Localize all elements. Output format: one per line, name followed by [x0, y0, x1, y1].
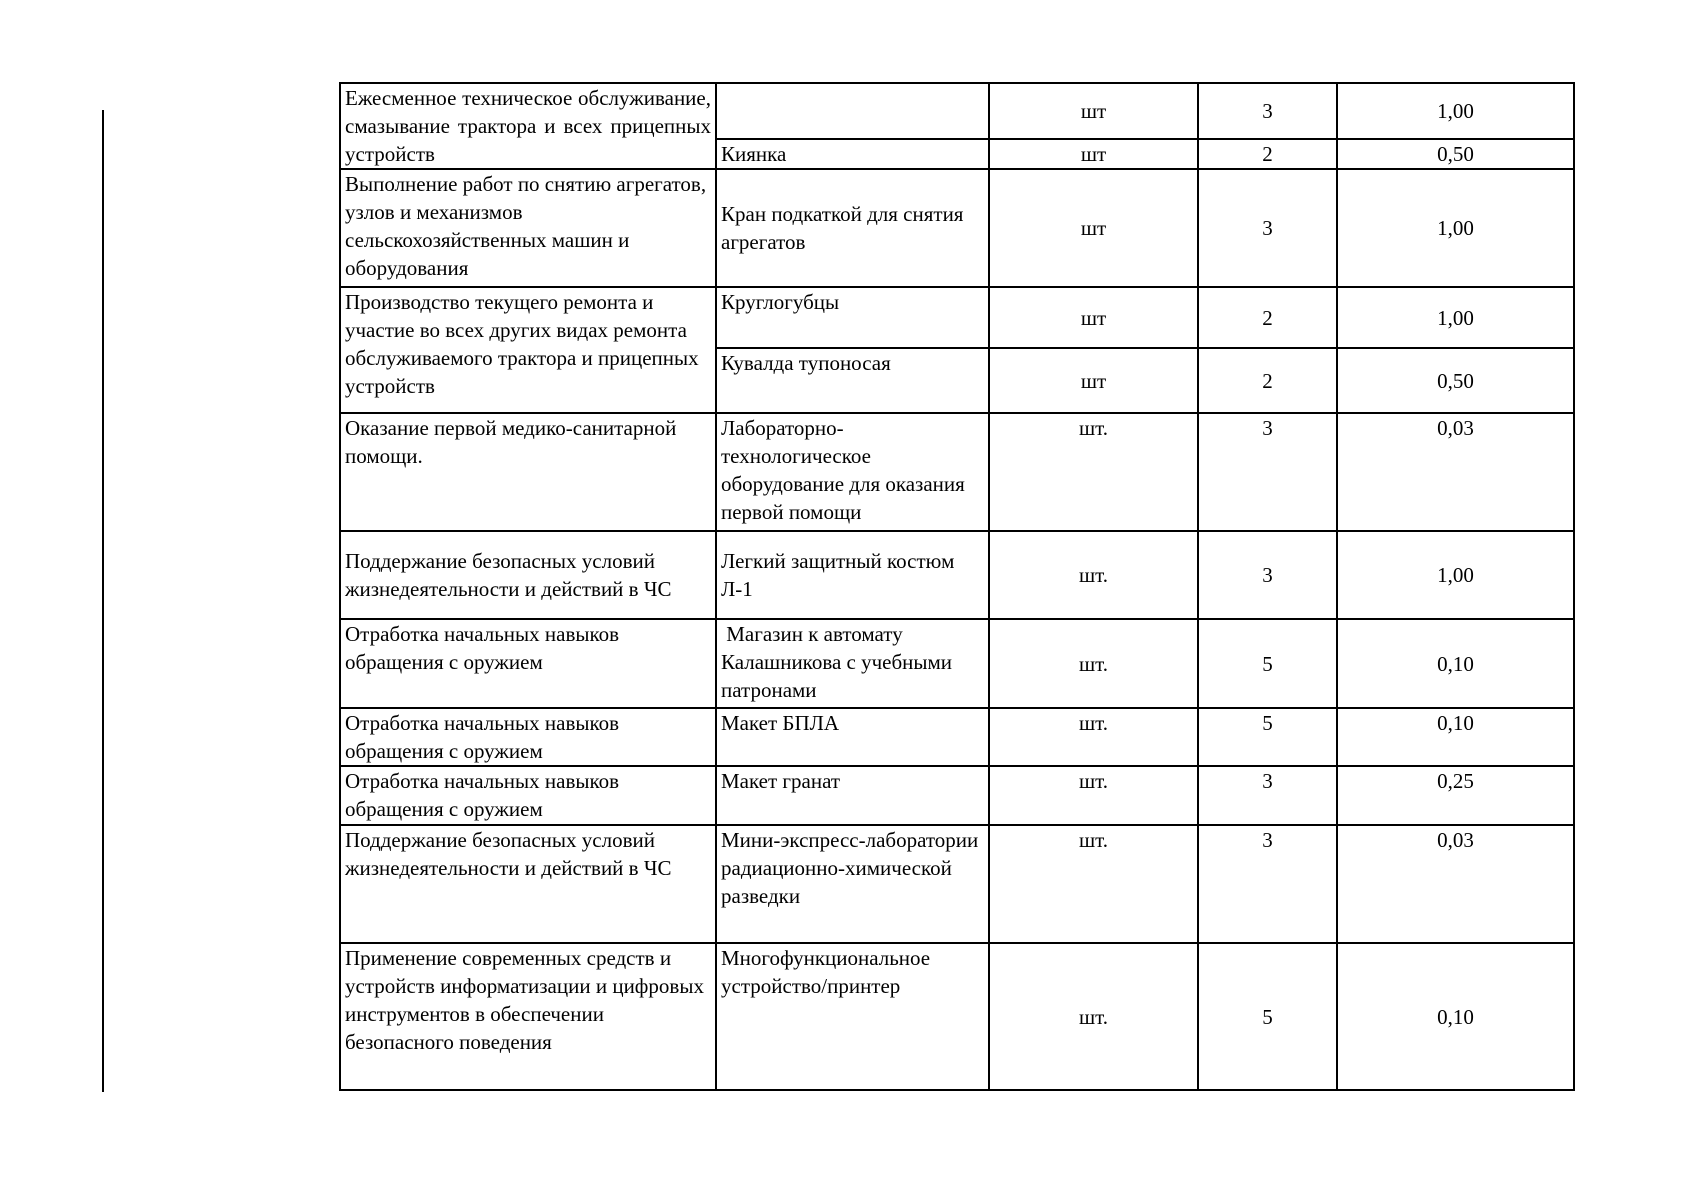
unit-cell: шт [989, 348, 1198, 413]
unit-cell: шт [989, 169, 1198, 287]
qty-cell: 2 [1198, 348, 1337, 413]
qty-cell: 3 [1198, 413, 1337, 531]
unit-cell: шт. [989, 531, 1198, 619]
table-row [340, 531, 1574, 619]
work-cell: Производство текущего ремонта и участие во всех других видах ремонта обслуживаемого трактора и прицепных устройств [340, 287, 716, 413]
equipment-cell [716, 83, 989, 139]
qty-cell: 5 [1198, 619, 1337, 708]
equipment-cell: Кран подкаткой для снятия агрегатов [716, 169, 989, 287]
table-row [340, 825, 1574, 943]
qty-cell: 5 [1198, 708, 1337, 766]
qty-cell: 3 [1198, 825, 1337, 943]
value-cell: 0,03 [1337, 825, 1574, 943]
qty-cell: 5 [1198, 943, 1337, 1090]
equipment-cell: Лабораторно-технологическое оборудование для оказания первой помощи [716, 413, 989, 531]
table-row [340, 766, 1574, 825]
value-cell: 1,00 [1337, 83, 1574, 139]
work-cell: Поддержание безопасных условий жизнедеятельности и действий в ЧС [340, 531, 716, 619]
table-viewport [339, 86, 1575, 1093]
equipment-cell: Киянка [716, 139, 989, 169]
work-cell: Отработка начальных навыков обращения с оружием [340, 708, 716, 766]
qty-cell: 2 [1198, 139, 1337, 169]
work-cell: Отработка начальных навыков обращения с оружием [340, 619, 716, 708]
value-cell: 0,03 [1337, 413, 1574, 531]
unit-cell: шт [989, 83, 1198, 139]
equipment-cell: Кувалда тупоносая [716, 348, 989, 413]
margin-rule [102, 110, 104, 1092]
value-cell: 1,00 [1337, 531, 1574, 619]
value-cell: 0,10 [1337, 943, 1574, 1090]
work-cell: Применение современных средств и устройств информатизации и цифровых инструментов в обеспечении безопасного поведения [340, 943, 716, 1090]
work-cell: Оказание первой медико-санитарной помощи. [340, 413, 716, 531]
unit-cell: шт. [989, 708, 1198, 766]
value-cell: 0,10 [1337, 708, 1574, 766]
qty-cell: 3 [1198, 169, 1337, 287]
equipment-cell: Многофункциональное устройство/принтер [716, 943, 989, 1090]
qty-cell: 3 [1198, 83, 1337, 139]
unit-cell: шт. [989, 943, 1198, 1090]
value-cell: 1,00 [1337, 169, 1574, 287]
equipment-cell: Магазин к автомату Калашникова с учебными патронами [716, 619, 989, 708]
value-cell: 0,25 [1337, 766, 1574, 825]
unit-cell: шт. [989, 825, 1198, 943]
qty-cell: 3 [1198, 766, 1337, 825]
work-cell: Отработка начальных навыков обращения с оружием [340, 766, 716, 825]
value-cell: 0,50 [1337, 139, 1574, 169]
qty-cell: 2 [1198, 287, 1337, 348]
value-cell: 0,50 [1337, 348, 1574, 413]
unit-cell: шт [989, 139, 1198, 169]
table-row [340, 287, 1574, 348]
table-row [340, 83, 1574, 139]
unit-cell: шт. [989, 413, 1198, 531]
unit-cell: шт. [989, 619, 1198, 708]
table-row [340, 708, 1574, 766]
equipment-cell: Макет гранат [716, 766, 989, 825]
table-row [340, 169, 1574, 287]
value-cell: 1,00 [1337, 287, 1574, 348]
value-cell: 0,10 [1337, 619, 1574, 708]
unit-cell: шт [989, 287, 1198, 348]
equipment-cell: Легкий защитный костюм Л-1 [716, 531, 989, 619]
table-row [340, 413, 1574, 531]
equipment-cell: Макет БПЛА [716, 708, 989, 766]
equipment-table [339, 82, 1575, 1091]
work-cell: Ежесменное техническое обслуживание, смазывание трактора и всех прицепных устройств [340, 83, 716, 169]
unit-cell: шт. [989, 766, 1198, 825]
table-row [340, 619, 1574, 708]
equipment-cell: Круглогубцы [716, 287, 989, 348]
work-cell: Выполнение работ по снятию агрегатов, узлов и механизмов сельскохозяйственных машин и оборудования [340, 169, 716, 287]
work-cell: Поддержание безопасных условий жизнедеятельности и действий в ЧС [340, 825, 716, 943]
qty-cell: 3 [1198, 531, 1337, 619]
equipment-cell: Мини-экспресс-лаборатории радиационно-химической разведки [716, 825, 989, 943]
table-row [340, 943, 1574, 1090]
